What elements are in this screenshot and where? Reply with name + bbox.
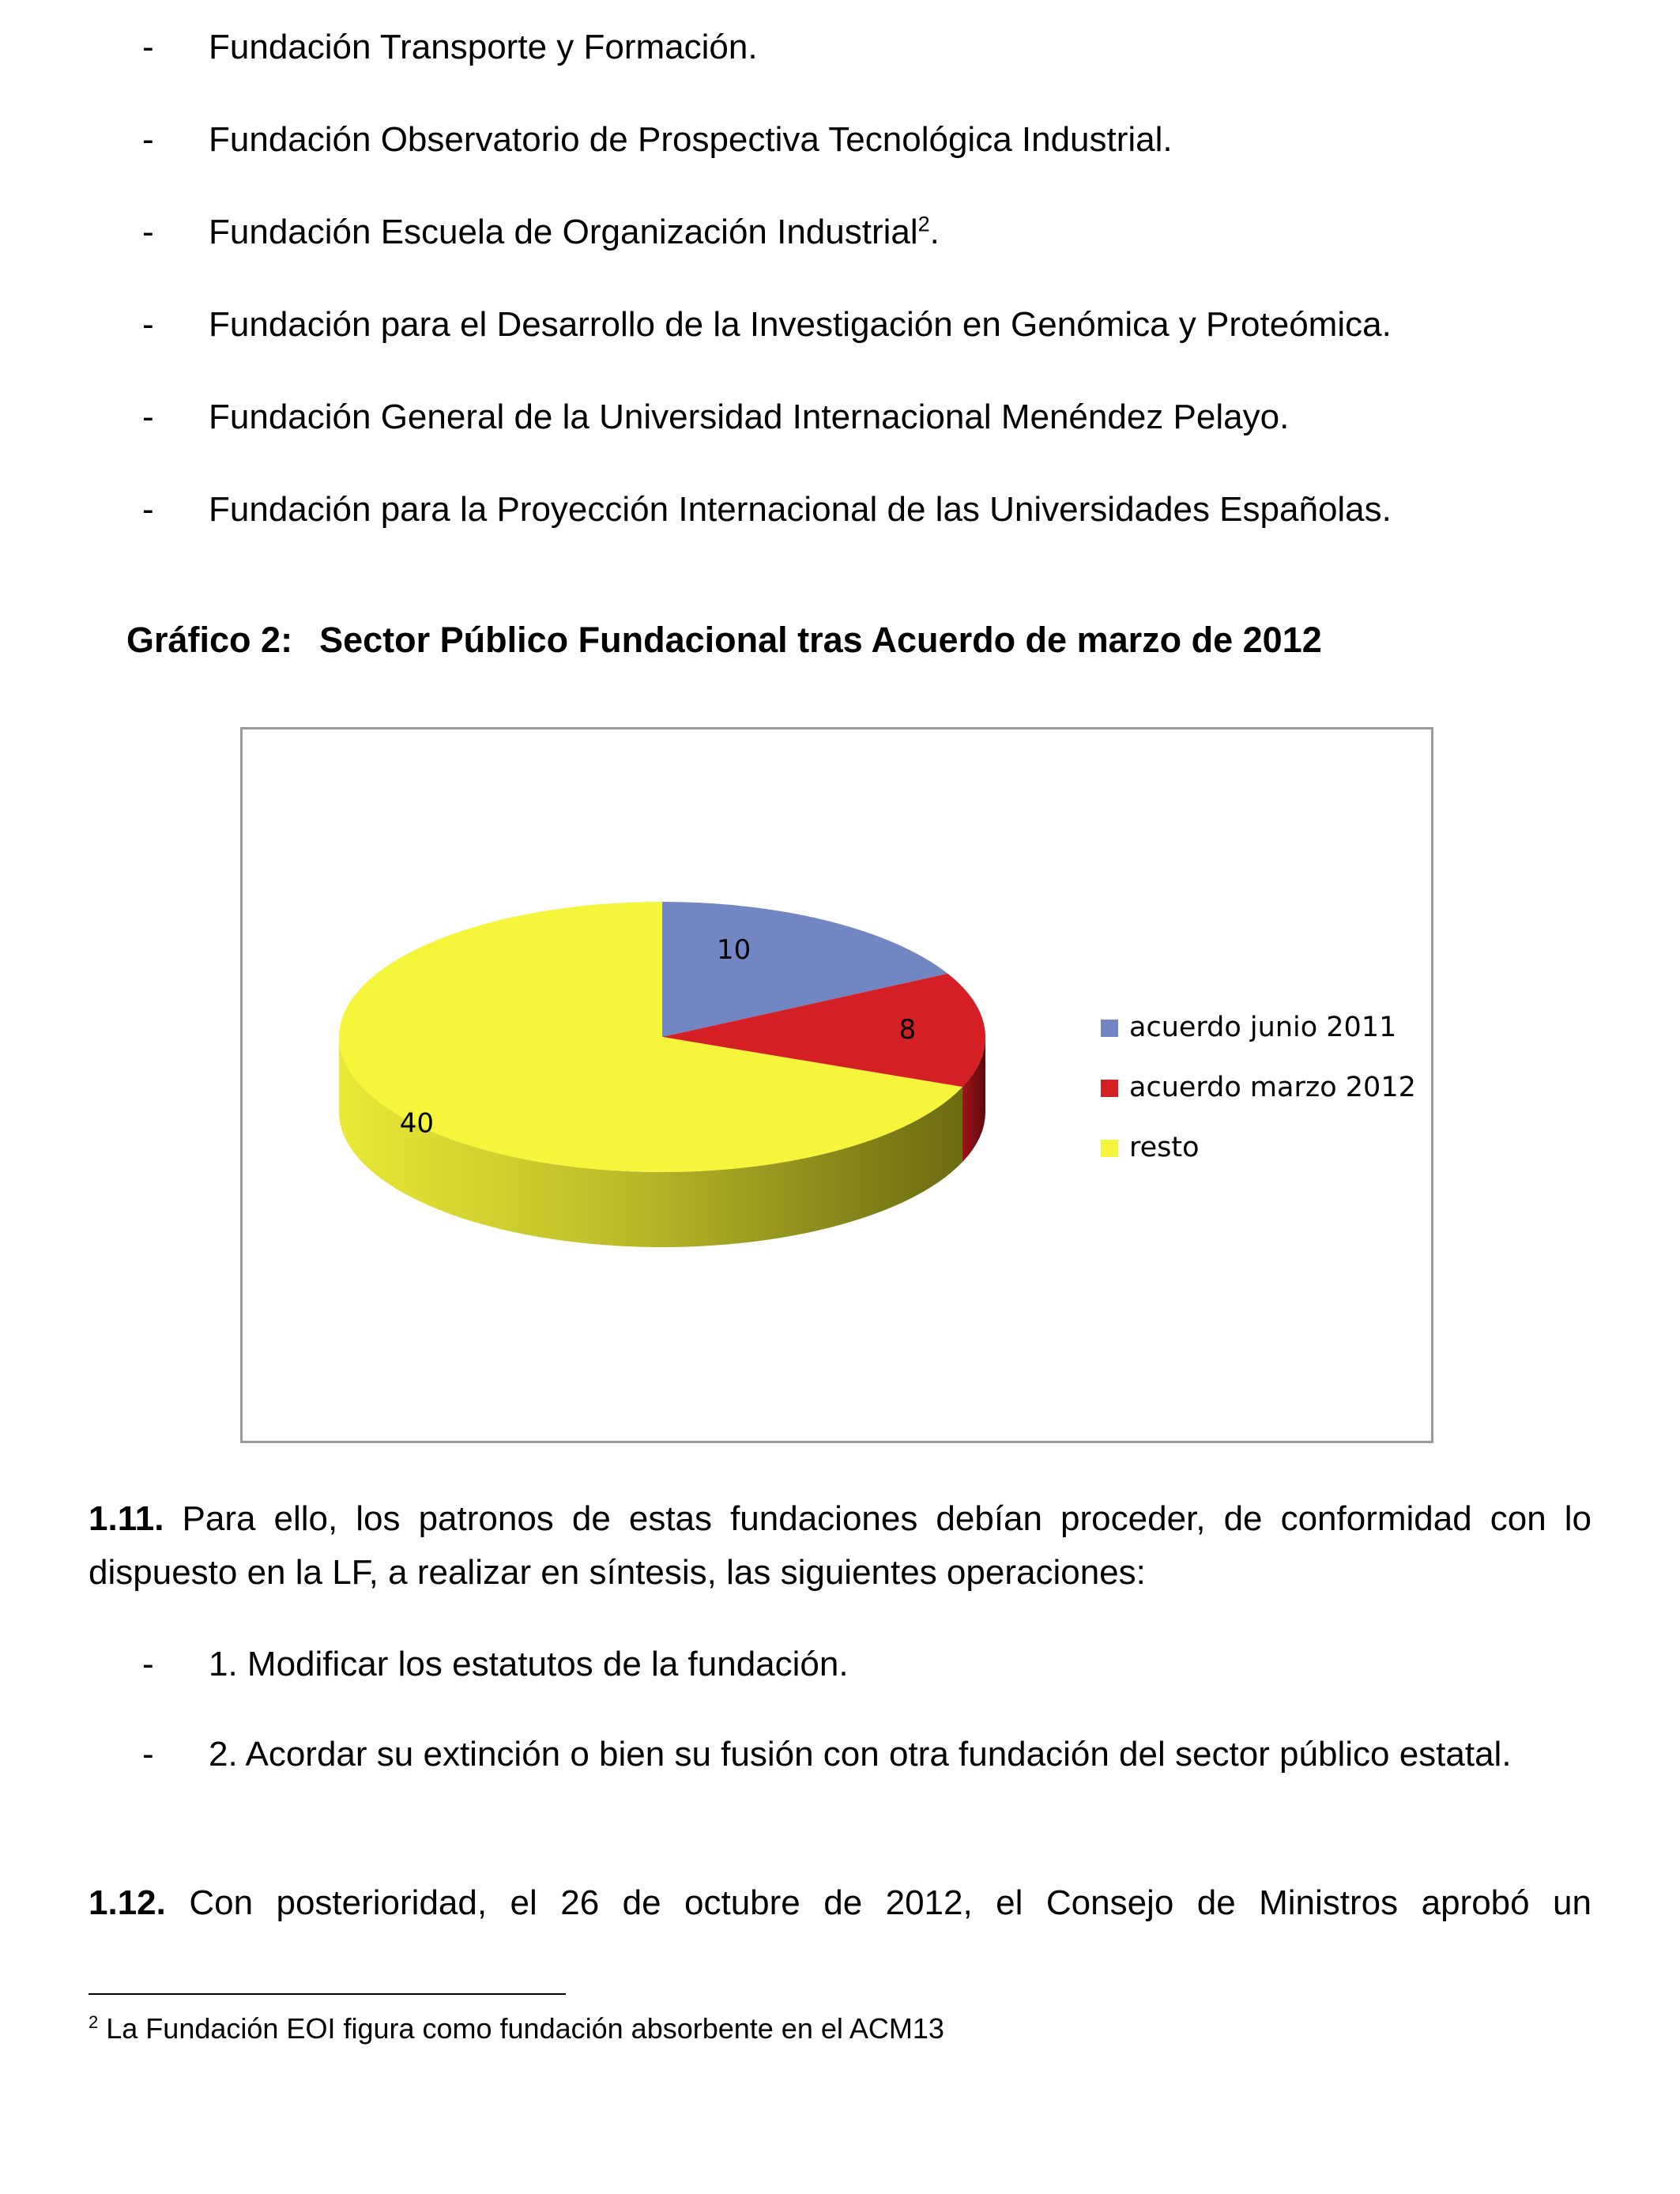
paragraph-number: 1.11. xyxy=(89,1499,164,1538)
list-item-period: . xyxy=(929,213,940,251)
pie-chart xyxy=(243,729,1431,1441)
list-item-text: Fundación para el Desarrollo de la Investigación en Genómica y Proteómica. xyxy=(209,305,1392,344)
list-item-text: Fundación Observatorio de Prospectiva Tecnológica Industrial. xyxy=(209,120,1173,159)
list-item-text xyxy=(209,209,1612,256)
paragraph-line xyxy=(89,1876,1591,1930)
legend-label-3: resto xyxy=(1129,1132,1200,1163)
list-item-text: 2. Acordar su extinción o bien su fusión con otra fundación del sector público estatal. xyxy=(209,1735,1512,1774)
list-item-text: Fundación Transporte y Formación. xyxy=(209,28,758,66)
list-dash: - xyxy=(142,28,154,66)
figure-label: Gráfico 2: xyxy=(126,620,293,660)
footnote xyxy=(89,2009,944,2049)
legend-label-2: acuerdo marzo 2012 xyxy=(1129,1072,1416,1103)
pie-chart-frame xyxy=(240,727,1433,1443)
paragraph-number: 1.12. xyxy=(89,1883,166,1922)
pie-slices xyxy=(339,902,985,1247)
data-label-3: 40 xyxy=(399,1107,435,1140)
footnote-text: La Fundación EOI figura como fundación absorbente en el ACM13 xyxy=(106,2012,944,2045)
list-dash: - xyxy=(142,1645,154,1683)
legend-swatch-1 xyxy=(1101,1020,1118,1037)
footnote-marker: 2 xyxy=(89,2012,99,2032)
list-dash: - xyxy=(142,490,154,529)
list-item-main-text: Fundación Escuela de Organización Industrial xyxy=(209,213,918,251)
list-item-text: Fundación General de la Universidad Internacional Menéndez Pelayo. xyxy=(209,398,1290,436)
list-item-text: Fundación para la Proyección Internacional de las Universidades Españolas. xyxy=(209,490,1392,529)
paragraph-1-12 xyxy=(89,1876,1591,1930)
figure-caption xyxy=(126,616,1322,664)
footnote-separator xyxy=(89,1993,566,1995)
list-item-text: 1. Modificar los estatutos de la fundación. xyxy=(209,1645,849,1683)
legend-label-1: acuerdo junio 2011 xyxy=(1129,1012,1397,1043)
legend-swatch-2 xyxy=(1101,1080,1118,1097)
data-label-2: 8 xyxy=(898,1014,917,1046)
data-label-1: 10 xyxy=(717,934,751,967)
list-dash: - xyxy=(142,305,154,344)
paragraph-text: Para ello, los patronos de estas fundaciones debían proceder, de conformidad con lo dispuesto en la LF, a realizar en síntesis, las siguientes operaciones: xyxy=(89,1499,1591,1592)
legend-swatch-3 xyxy=(1101,1140,1118,1157)
paragraph-text: Con posterioridad, el 26 de octubre de 2012, el Consejo de Ministros aprobó un xyxy=(189,1883,1591,1922)
figure-title: Sector Público Fundacional tras Acuerdo de marzo de 2012 xyxy=(319,620,1322,660)
paragraph-1-11 xyxy=(89,1492,1591,1600)
chart-legend xyxy=(1101,1012,1416,1163)
list-dash: - xyxy=(142,398,154,436)
list-dash: - xyxy=(142,1735,154,1774)
list-dash: - xyxy=(142,120,154,159)
footnote-reference[interactable]: 2 xyxy=(917,212,930,236)
list-dash: - xyxy=(142,213,154,251)
